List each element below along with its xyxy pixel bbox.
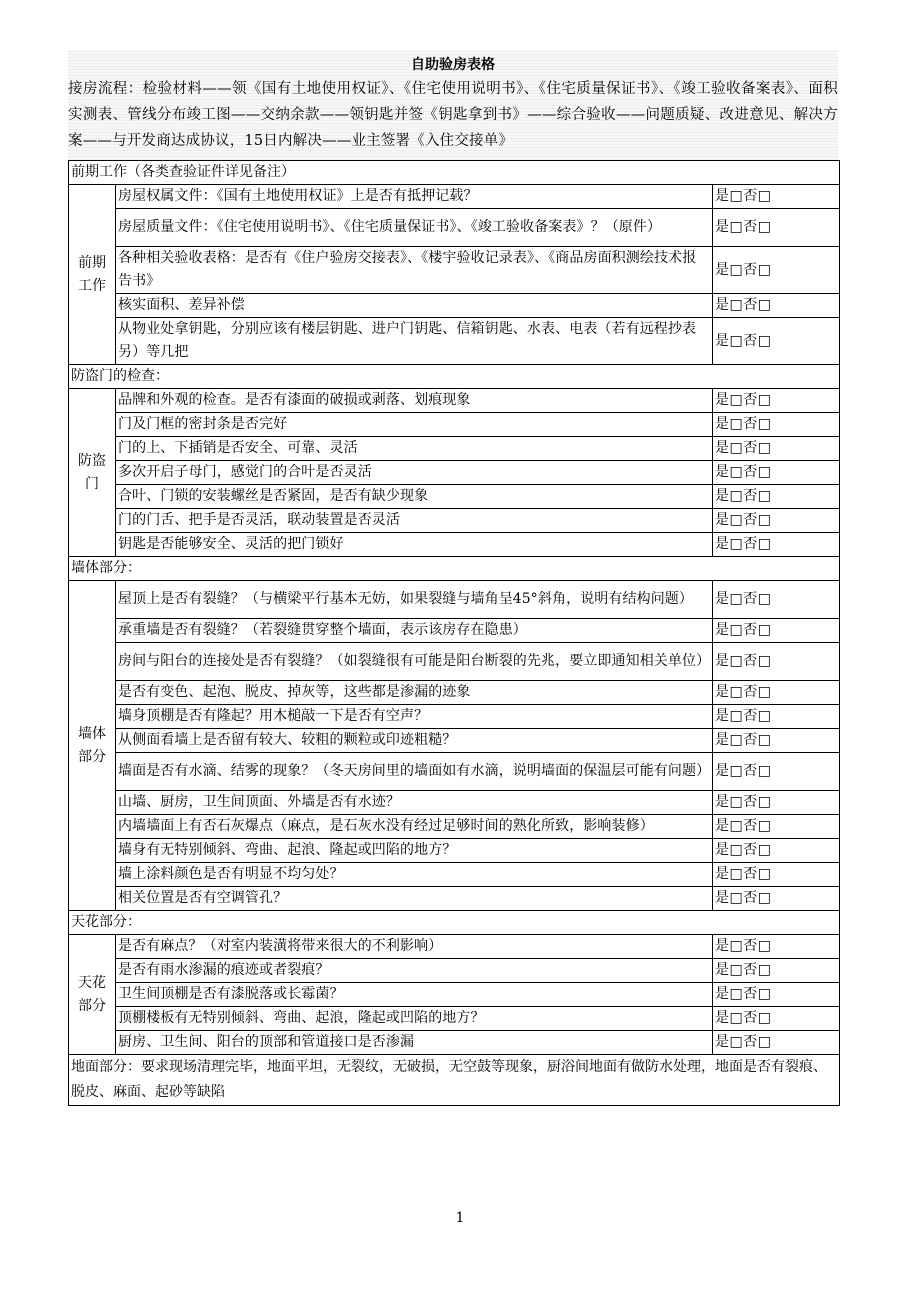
check-item: 从物业处拿钥匙，分别应该有楼层钥匙、进户门钥匙、信箱钥匙、水表、电表（若有远程抄表另）等几把 [116, 318, 713, 365]
check-item: 核实面积、差异补偿 [116, 294, 713, 318]
check-item: 多次开启子母门，感觉门的合叶是否灵活 [116, 461, 713, 485]
check-item: 屋顶上是否有裂缝？（与横梁平行基本无妨，如果裂缝与墙角呈45°斜角，说明有结构问题） [116, 581, 713, 619]
yes-no-checkbox[interactable]: 是□否□ [713, 983, 840, 1007]
yes-no-checkbox[interactable]: 是□否□ [713, 887, 840, 911]
wall-category-label: 墙体 部分 [69, 581, 116, 911]
section-heading: 防盗门的检查： [69, 365, 840, 389]
ceiling-heading-row [69, 911, 840, 935]
check-item: 承重墙是否有裂缝？（若裂缝贯穿整个墙面，表示该房存在隐患） [116, 619, 713, 643]
check-item: 内墙墙面上有否石灰爆点（麻点，是石灰水没有经过足够时间的熟化所致，影响装修） [116, 815, 713, 839]
table-row [69, 815, 840, 839]
wall-heading-row [69, 557, 840, 581]
inspection-table [68, 160, 840, 1106]
yes-no-checkbox[interactable]: 是□否□ [713, 1031, 840, 1055]
table-row [69, 318, 840, 365]
yes-no-checkbox[interactable]: 是□否□ [713, 294, 840, 318]
yes-no-checkbox[interactable]: 是□否□ [713, 185, 840, 209]
page-number: 1 [455, 1210, 465, 1226]
check-item: 合叶、门锁的安装螺丝是否紧固，是否有缺少现象 [116, 485, 713, 509]
table-row [69, 791, 840, 815]
table-row [69, 681, 840, 705]
check-item: 钥匙是否能够安全、灵活的把门锁好 [116, 533, 713, 557]
yes-no-checkbox[interactable]: 是□否□ [713, 753, 840, 791]
table-row [69, 209, 840, 247]
check-item: 房间与阳台的连接处是否有裂缝？（如裂缝很有可能是阳台断裂的先兆，要立即通知相关单位） [116, 643, 713, 681]
table-row [69, 247, 840, 294]
check-item: 卫生间顶棚是否有漆脱落或长霉菌？ [116, 983, 713, 1007]
check-item: 墙上涂料颜色是否有明显不均匀处？ [116, 863, 713, 887]
yes-no-checkbox[interactable]: 是□否□ [713, 791, 840, 815]
form-header [68, 50, 838, 160]
check-item: 各种相关验收表格：是否有《住户验房交接表》、《楼宇验收记录表》、《商品房面积测绘技术报告书》 [116, 247, 713, 294]
table-row [69, 485, 840, 509]
section-heading: 前期工作（各类查验证件详见备注） [69, 161, 840, 185]
section-heading: 墙体部分： [69, 557, 840, 581]
ceiling-category-label: 天花 部分 [69, 935, 116, 1055]
yes-no-checkbox[interactable]: 是□否□ [713, 413, 840, 437]
yes-no-checkbox[interactable]: 是□否□ [713, 389, 840, 413]
table-row [69, 705, 840, 729]
yes-no-checkbox[interactable]: 是□否□ [713, 863, 840, 887]
floor-row [69, 1055, 840, 1106]
table-row [69, 983, 840, 1007]
table-row [69, 185, 840, 209]
check-item: 从侧面看墙上是否留有较大、较粗的颗粒或印迹粗糙？ [116, 729, 713, 753]
table-row [69, 839, 840, 863]
yes-no-checkbox[interactable]: 是□否□ [713, 318, 840, 365]
yes-no-checkbox[interactable]: 是□否□ [713, 681, 840, 705]
check-item: 房屋质量文件：《住宅使用说明书》、《住宅质量保证书》、《竣工验收备案表》？（原件） [116, 209, 713, 247]
check-item: 门及门框的密封条是否完好 [116, 413, 713, 437]
yes-no-checkbox[interactable]: 是□否□ [713, 209, 840, 247]
yes-no-checkbox[interactable]: 是□否□ [713, 1007, 840, 1031]
check-item: 门的上、下插销是否安全、可靠、灵活 [116, 437, 713, 461]
table-row [69, 389, 840, 413]
table-row [69, 509, 840, 533]
table-row [69, 619, 840, 643]
table-row [69, 437, 840, 461]
yes-no-checkbox[interactable]: 是□否□ [713, 815, 840, 839]
prelim-category-label: 前期 工作 [69, 185, 116, 365]
table-row [69, 581, 840, 619]
yes-no-checkbox[interactable]: 是□否□ [713, 839, 840, 863]
table-row [69, 1007, 840, 1031]
table-row [69, 959, 840, 983]
yes-no-checkbox[interactable]: 是□否□ [713, 959, 840, 983]
yes-no-checkbox[interactable]: 是□否□ [713, 581, 840, 619]
table-row [69, 533, 840, 557]
handover-process-text: 接房流程：检验材料——领《国有土地使用权证》、《住宅使用说明书》、《住宅质量保证书》、《竣工验收备案表》、面积实测表、管线分布竣工图——交纳余款——领钥匙并签《钥匙拿到书》——综合验收——问题质疑、改进意见、解决方案——与开发商达成协议，15日内解决——业主签署《入住交接单》 [68, 81, 838, 149]
check-item: 山墙、厨房，卫生间顶面、外墙是否有水迹？ [116, 791, 713, 815]
check-item: 墙身有无特别倾斜、弯曲、起浪、隆起或凹陷的地方？ [116, 839, 713, 863]
yes-no-checkbox[interactable]: 是□否□ [713, 247, 840, 294]
section-heading: 天花部分： [69, 911, 840, 935]
yes-no-checkbox[interactable]: 是□否□ [713, 705, 840, 729]
table-row [69, 887, 840, 911]
table-row [69, 643, 840, 681]
check-item: 顶棚楼板有无特别倾斜、弯曲、起浪，隆起或凹陷的地方？ [116, 1007, 713, 1031]
yes-no-checkbox[interactable]: 是□否□ [713, 533, 840, 557]
check-item: 墙身顶棚是否有隆起？用木槌敲一下是否有空声？ [116, 705, 713, 729]
yes-no-checkbox[interactable]: 是□否□ [713, 729, 840, 753]
table-row [69, 863, 840, 887]
check-item: 是否有麻点？（对室内装潢将带来很大的不利影响） [116, 935, 713, 959]
table-row [69, 935, 840, 959]
floor-section-text: 地面部分：要求现场清理完毕，地面平坦，无裂纹，无破损，无空鼓等现象，厨浴间地面有做防水处理，地面是否有裂痕、脱皮、麻面、起砂等缺陷 [69, 1055, 840, 1106]
yes-no-checkbox[interactable]: 是□否□ [713, 461, 840, 485]
check-item: 厨房、卫生间、阳台的顶部和管道接口是否渗漏 [116, 1031, 713, 1055]
prelim-heading-row [69, 161, 840, 185]
check-item: 门的门舌、把手是否灵活，联动装置是否灵活 [116, 509, 713, 533]
yes-no-checkbox[interactable]: 是□否□ [713, 437, 840, 461]
table-row [69, 729, 840, 753]
table-row [69, 753, 840, 791]
table-row [69, 1031, 840, 1055]
table-row [69, 413, 840, 437]
check-item: 相关位置是否有空调管孔？ [116, 887, 713, 911]
yes-no-checkbox[interactable]: 是□否□ [713, 619, 840, 643]
yes-no-checkbox[interactable]: 是□否□ [713, 935, 840, 959]
table-row [69, 294, 840, 318]
form-title: 自助验房表格 [411, 57, 495, 73]
door-heading-row [69, 365, 840, 389]
yes-no-checkbox[interactable]: 是□否□ [713, 643, 840, 681]
check-item: 是否有变色、起泡、脱皮、掉灰等，这些都是渗漏的迹象 [116, 681, 713, 705]
door-category-label: 防盗 门 [69, 389, 116, 557]
yes-no-checkbox[interactable]: 是□否□ [713, 485, 840, 509]
check-item: 房屋权属文件：《国有土地使用权证》上是否有抵押记载？ [116, 185, 713, 209]
check-item: 是否有雨水渗漏的痕迹或者裂痕？ [116, 959, 713, 983]
yes-no-checkbox[interactable]: 是□否□ [713, 509, 840, 533]
check-item: 墙面是否有水滴、结雾的现象？（冬天房间里的墙面如有水滴，说明墙面的保温层可能有问题） [116, 753, 713, 791]
table-row [69, 461, 840, 485]
check-item: 品牌和外观的检查。是否有漆面的破损或剥落、划痕现象 [116, 389, 713, 413]
